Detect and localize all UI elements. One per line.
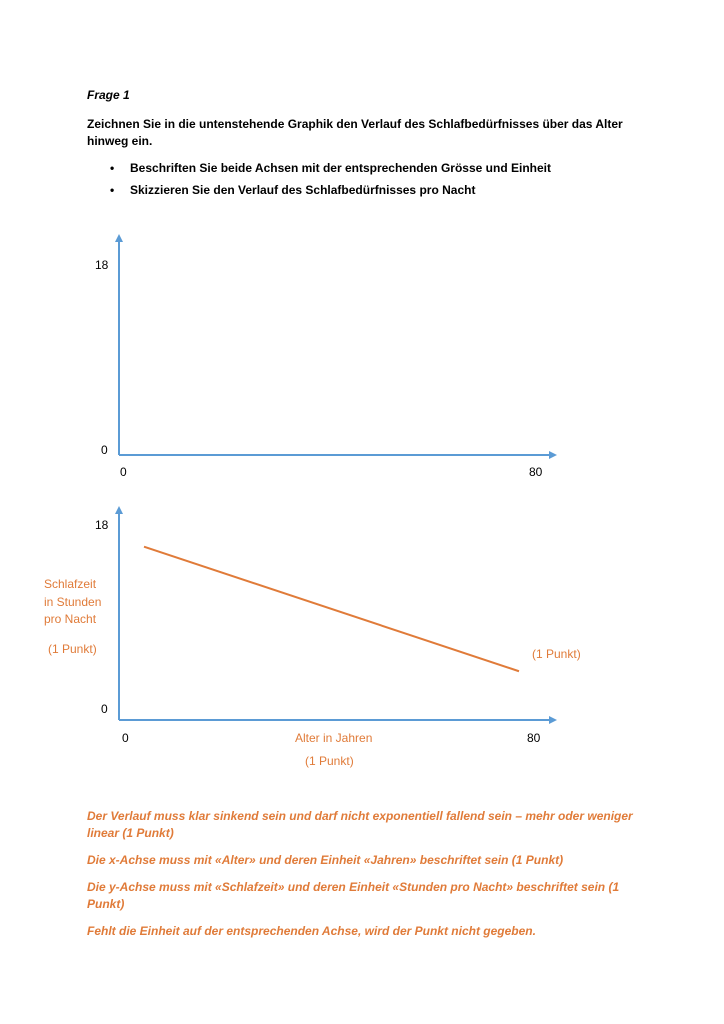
- y-axis-label-line: pro Nacht: [44, 612, 97, 626]
- x-tick-label-max: 80: [527, 731, 541, 745]
- sleep-need-line: [144, 547, 519, 672]
- x-axis-label: Alter in Jahren: [295, 731, 373, 745]
- criterion: Die x-Achse muss mit «Alter» und deren Einheit «Jahren» beschriftet sein (1 Punkt): [87, 853, 564, 867]
- criterion: Die y-Achse muss mit «Schlafzeit» und deren Einheit «Stunden pro Nacht» beschriftet sein (1 Punkt): [87, 880, 620, 911]
- y-axis-points: (1 Punkt): [48, 642, 97, 656]
- solution-chart: [0, 495, 724, 775]
- question-instruction: Zeichnen Sie in die untenstehende Graphik den Verlauf des Schlafbedürfnisses über das Alter hinweg ein.: [87, 117, 623, 148]
- x-axis-points: (1 Punkt): [305, 754, 354, 768]
- instruction-list: [110, 160, 551, 204]
- criterion: Der Verlauf muss klar sinkend sein und darf nicht exponentiell fallend sein – mehr oder weniger linear (1 Punkt): [87, 809, 633, 840]
- y-tick-label-min: 0: [101, 702, 108, 716]
- instruction-item: • Skizzieren Sie den Verlauf des Schlafbedürfnisses pro Nacht: [110, 182, 551, 204]
- y-axis-label-line: Schlafzeit: [44, 577, 97, 591]
- criterion: Fehlt die Einheit auf der entsprechenden Achse, wird der Punkt nicht gegeben.: [87, 924, 536, 938]
- instruction-item: • Beschriften Sie beide Achsen mit der entsprechenden Grösse und Einheit: [110, 160, 551, 182]
- blank-answer-chart: [0, 230, 724, 485]
- y-tick-label-max: 18: [95, 518, 109, 532]
- line-points: (1 Punkt): [532, 647, 581, 661]
- y-tick-label-min: 0: [101, 443, 108, 457]
- grading-criteria: [87, 808, 657, 950]
- y-tick-label-max: 18: [95, 258, 109, 272]
- y-axis-label-line: in Stunden: [44, 595, 102, 609]
- x-tick-label-max: 80: [529, 465, 543, 479]
- x-tick-label-min: 0: [120, 465, 127, 479]
- x-tick-label-min: 0: [122, 731, 129, 745]
- question-title: Frage 1: [87, 88, 130, 102]
